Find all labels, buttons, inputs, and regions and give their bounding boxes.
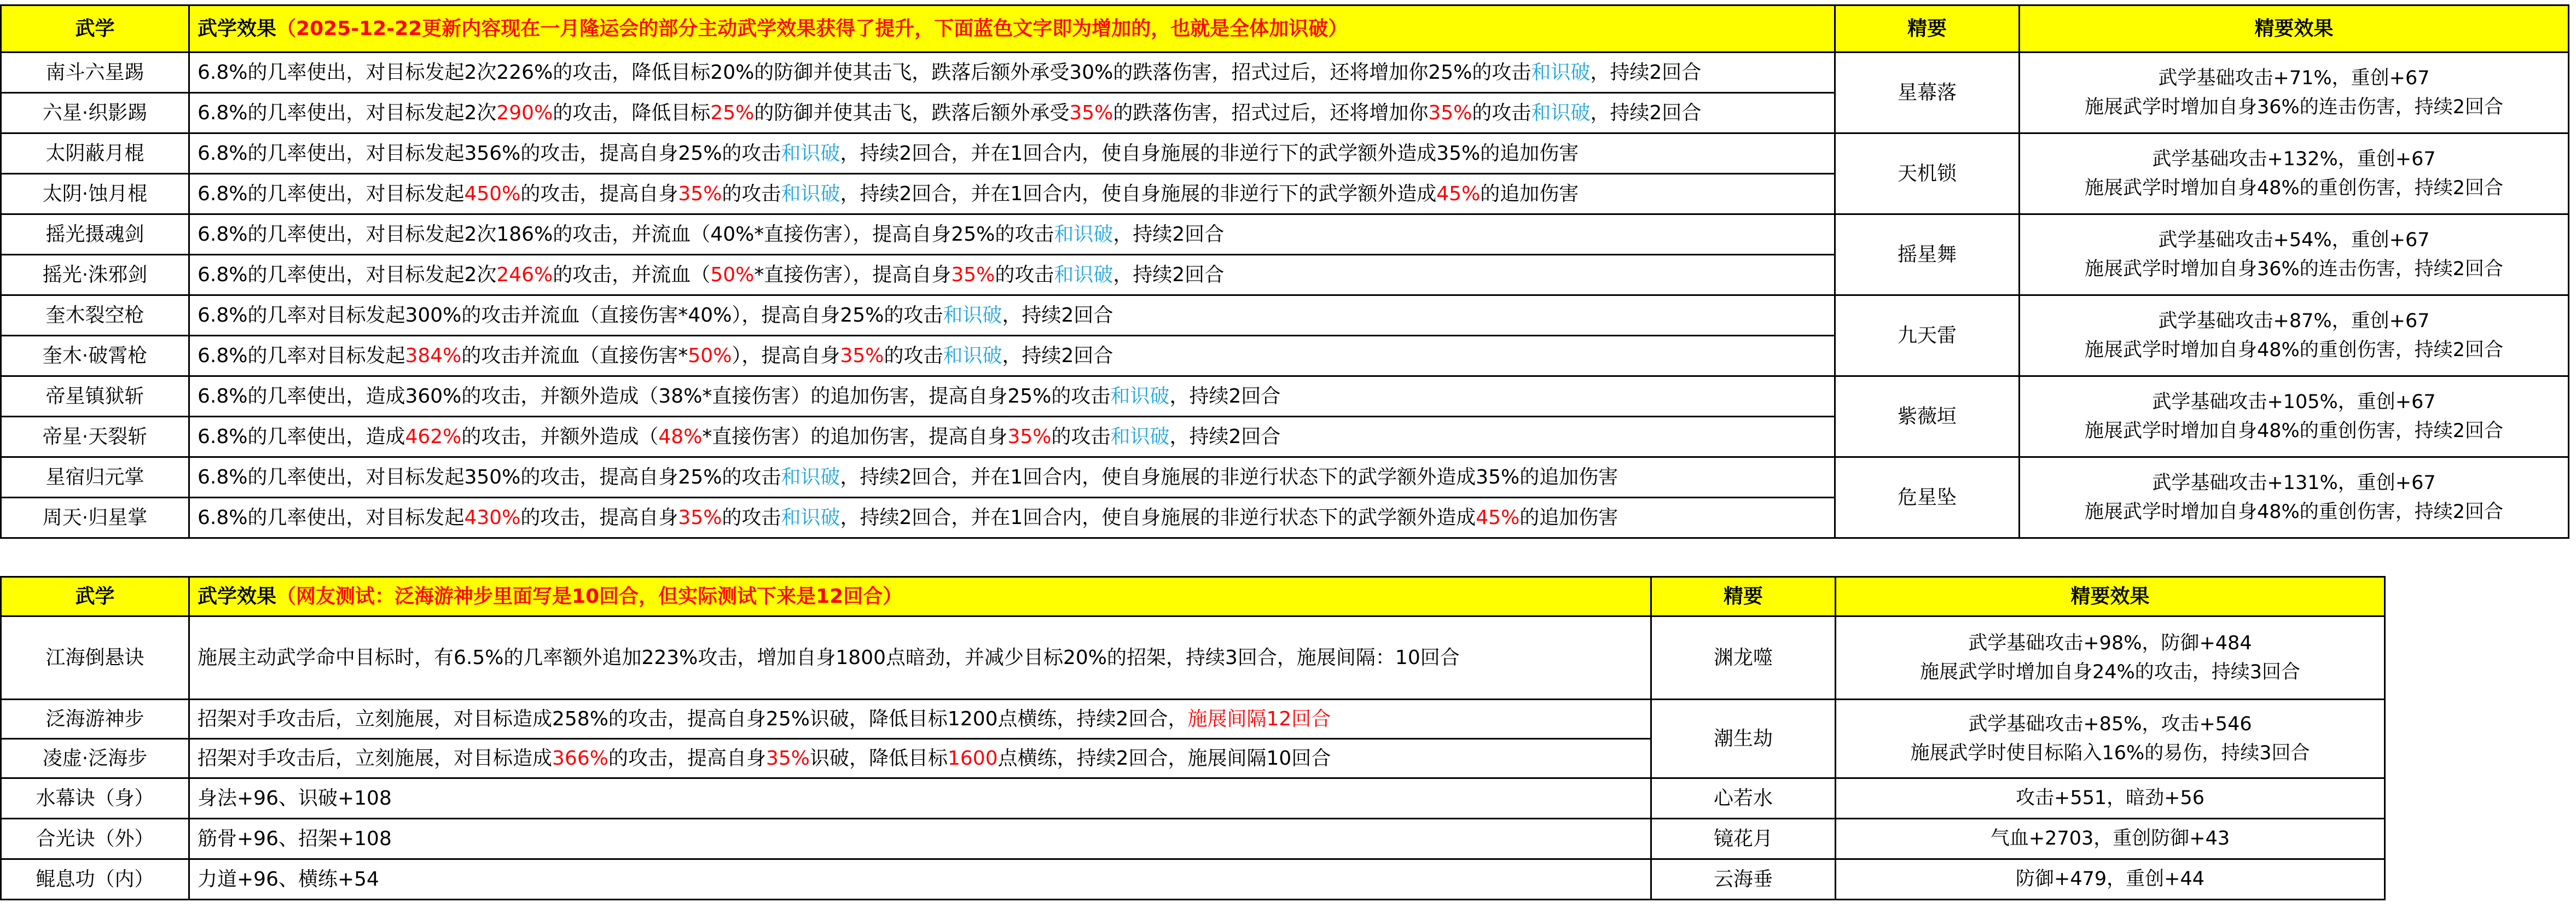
effect-text: 6.8%的几率使出，对目标发起2次 — [198, 102, 497, 124]
effect-text: 招架对手攻击后，立刻施展，对目标造成258%的攻击，提高自身25%识破，降低目标1200点横练，持续2回合， — [198, 708, 1188, 730]
header-essence: 精要 — [1835, 5, 2020, 53]
increased-value: 35% — [1069, 102, 1113, 124]
effect-text: 的攻击，提高自身 — [608, 747, 766, 770]
martial-name: 摇光摄魂剑 — [1, 214, 189, 255]
effect-text: ，持续2回合，并在1回合内，使自身施展的非逆行下的武学额外造成 — [840, 183, 1437, 205]
essence-effect — [1836, 819, 2385, 859]
increased-value: 50% — [688, 345, 732, 367]
effect-text: 6.8%的几率使出，造成360%的攻击，并额外造成（38%*直接伤害）的追加伤害，提高自身25%的攻击 — [198, 385, 1111, 408]
essence-effect-line: 武学基础攻击+54%，重创+67 — [2158, 229, 2430, 251]
effect-text: 筋骨+96、招架+108 — [198, 828, 392, 850]
effect-text: 的追加伤害 — [1519, 507, 1618, 529]
added-effect: 和识破 — [943, 345, 1002, 367]
martial-effect — [189, 457, 1835, 498]
martial-name: 凌虚·泛海步 — [1, 739, 189, 778]
added-effect: 和识破 — [1054, 223, 1113, 246]
header-effect: 武学效果（2025-12-22更新内容现在一月隆运会的部分主动武学效果获得了提升，下面蓝色文字即为增加的，也就是全体加识破） — [189, 5, 1835, 53]
effect-text: 6.8%的几率使出，对目标发起2次186%的攻击，并流血（40%*直接伤害），提高自身25%的攻击 — [198, 223, 1054, 246]
header-essence: 精要 — [1651, 577, 1836, 616]
martial-effect — [189, 214, 1835, 255]
essence-effect-line: 武学基础攻击+131%，重创+67 — [2152, 472, 2436, 494]
increased-value: 25% — [710, 102, 755, 124]
essence-effect — [1836, 700, 2385, 778]
effect-text: ，持续2回合 — [1169, 426, 1281, 448]
essence-effect-line: 攻击+551，暗劲+56 — [2016, 787, 2204, 810]
effect-text: ，持续2回合 — [1590, 102, 1702, 124]
effect-text: 6.8%的几率使出，对目标发起 — [198, 507, 465, 529]
martial-effects-table-1 — [0, 4, 2569, 539]
essence-effect-line: 武学基础攻击+132%，重创+67 — [2152, 148, 2436, 170]
martial-name: 水幕诀（身） — [1, 778, 189, 819]
essence-effect-line: 武学基础攻击+87%，重创+67 — [2158, 310, 2430, 332]
increased-value: 48% — [658, 426, 703, 448]
effect-text: 6.8%的几率使出，造成 — [198, 426, 405, 448]
added-effect: 和识破 — [1531, 102, 1591, 124]
essence-effect-line: 施展武学时增加自身36%的连击伤害，持续2回合 — [2084, 96, 2504, 118]
essence-effect — [1836, 616, 2385, 700]
increased-value: 35% — [840, 345, 884, 367]
essence-effect — [2020, 214, 2569, 295]
effect-text: 的攻击 — [884, 345, 943, 367]
essence-effect-line: 武学基础攻击+71%，重创+67 — [2158, 67, 2430, 89]
effect-text: 6.8%的几率使出，对目标发起356%的攻击，提高自身25%的攻击 — [198, 142, 781, 165]
added-effect: 和识破 — [781, 183, 840, 205]
martial-name: 星宿归元掌 — [1, 457, 189, 498]
essence-effect — [1836, 778, 2385, 819]
increased-value: 246% — [496, 264, 553, 286]
martial-name: 鲲息功（内） — [1, 859, 189, 900]
increased-value: 366% — [552, 747, 608, 770]
increased-value: 430% — [464, 507, 521, 529]
effect-text: 的攻击 — [722, 507, 781, 529]
martial-name: 周天·归星掌 — [1, 498, 189, 538]
table-row — [1, 376, 2569, 417]
effect-text: 的攻击，并额外造成（ — [461, 426, 659, 448]
effect-text: 的攻击，并流血（ — [553, 264, 711, 286]
added-effect: 和识破 — [1110, 385, 1170, 408]
header-essence-effect: 精要效果 — [2020, 5, 2569, 53]
martial-name: 江海倒悬诀 — [1, 616, 189, 700]
added-effect: 和识破 — [1054, 264, 1113, 286]
increased-value: 384% — [405, 345, 462, 367]
essence-name: 危星坠 — [1835, 457, 2020, 538]
essence-name: 天机锁 — [1835, 133, 2020, 214]
table-row — [1, 53, 2569, 93]
martial-name: 奎木·破霄枪 — [1, 336, 189, 376]
essence-name: 星幕落 — [1835, 53, 2020, 133]
effect-text: 6.8%的几率使出，对目标发起 — [198, 183, 465, 205]
martial-name: 帝星·天裂斩 — [1, 417, 189, 457]
effect-text: 6.8%的几率使出，对目标发起350%的攻击，提高自身25%的攻击 — [198, 466, 781, 488]
essence-effect — [2020, 457, 2569, 538]
martial-effect — [189, 700, 1651, 739]
essence-name: 潮生劫 — [1651, 700, 1836, 778]
effect-text: 施展主动武学命中目标时，有6.5%的几率额外追加223%攻击，增加自身1800点暗劲，并减少目标20%的招架，持续3回合，施展间隔：10回合 — [198, 647, 1460, 669]
added-effect: 和识破 — [781, 507, 840, 529]
increased-value: 35% — [678, 183, 722, 205]
essence-name: 九天雷 — [1835, 295, 2020, 376]
table-row — [1, 819, 2385, 859]
martial-name: 六星·织影踢 — [1, 93, 189, 133]
essence-effect — [2020, 376, 2569, 457]
effect-text: 身法+96、识破+108 — [198, 787, 392, 810]
increased-value: 45% — [1476, 507, 1520, 529]
effect-text: ，持续2回合 — [1169, 385, 1281, 408]
added-effect: 和识破 — [781, 466, 840, 488]
increased-value: 施展间隔12回合 — [1187, 708, 1331, 730]
essence-effect-line: 施展武学时增加自身48%的重创伤害，持续2回合 — [2084, 500, 2504, 523]
martial-effect — [189, 133, 1835, 174]
martial-effect — [189, 336, 1835, 376]
table-row — [1, 859, 2385, 900]
increased-value: 1600 — [947, 747, 998, 770]
effect-text: 6.8%的几率使出，对目标发起2次226%的攻击，降低目标20%的防御并使其击飞，跌落后额外承受30%的跌落伤害，招式过后，还将增加你25%的攻击 — [198, 61, 1531, 84]
martial-name: 南斗六星踢 — [1, 53, 189, 93]
increased-value: 462% — [405, 426, 462, 448]
essence-name: 镜花月 — [1651, 819, 1836, 859]
effect-text: ，持续2回合 — [1113, 264, 1225, 286]
effect-text: ，持续2回合，并在1回合内，使自身施展的非逆行下的武学额外造成35%的追加伤害 — [840, 142, 1579, 165]
table-row — [1, 700, 2385, 739]
essence-effect — [2020, 53, 2569, 133]
martial-effect — [189, 295, 1835, 336]
effect-text: 力道+96、横练+54 — [198, 868, 379, 890]
essence-effect-line: 施展武学时增加自身36%的连击伤害，持续2回合 — [2084, 258, 2504, 280]
essence-effect-line: 武学基础攻击+105%，重创+67 — [2152, 391, 2436, 413]
martial-name: 摇光·洙邪剑 — [1, 255, 189, 295]
effect-text: 点横练，持续2回合，施展间隔10回合 — [997, 747, 1331, 770]
added-effect: 和识破 — [1531, 61, 1591, 84]
effect-text: 的防御并使其击飞，跌落后额外承受 — [754, 102, 1070, 124]
effect-text: *直接伤害）的追加伤害，提高自身 — [702, 426, 1008, 448]
essence-effect-line: 施展武学时增加自身24%的攻击，持续3回合 — [1919, 661, 2301, 683]
effect-text: ，持续2回合，并在1回合内，使自身施展的非逆行状态下的武学额外造成 — [840, 507, 1476, 529]
essence-effect-line: 防御+479，重创+44 — [2016, 868, 2204, 890]
effect-text: 6.8%的几率对目标发起300%的攻击并流血（直接伤害*40%），提高自身25%的攻击 — [198, 304, 943, 327]
martial-name: 帝星镇狱斩 — [1, 376, 189, 417]
essence-effect-line: 施展武学时增加自身48%的重创伤害，持续2回合 — [2084, 420, 2504, 442]
increased-value: 290% — [496, 102, 553, 124]
increased-value: 35% — [765, 747, 810, 770]
header-essence-effect: 精要效果 — [1836, 577, 2385, 616]
effect-text: ，持续2回合，并在1回合内，使自身施展的非逆行状态下的武学额外造成35%的追加伤害 — [840, 466, 1618, 488]
table-row — [1, 778, 2385, 819]
effect-text: 的攻击，降低目标 — [553, 102, 711, 124]
martial-effect — [189, 93, 1835, 133]
martial-name: 合光诀（外） — [1, 819, 189, 859]
effect-text: 6.8%的几率使出，对目标发起2次 — [198, 264, 497, 286]
increased-value: 450% — [464, 183, 521, 205]
essence-name: 渊龙噬 — [1651, 616, 1836, 700]
effect-text: 的攻击 — [722, 183, 781, 205]
effect-text: ，持续2回合 — [1113, 223, 1225, 246]
table-row — [1, 133, 2569, 174]
increased-value: 45% — [1436, 183, 1481, 205]
essence-name: 紫薇垣 — [1835, 376, 2020, 457]
martial-effect — [189, 739, 1651, 778]
added-effect: 和识破 — [943, 304, 1002, 327]
test-note: （网友测试：泛海游神步里面写是10回合，但实际测试下来是12回合） — [276, 585, 903, 608]
martial-name: 泛海游神步 — [1, 700, 189, 739]
essence-effect-line: 武学基础攻击+85%，攻击+546 — [1968, 713, 2252, 735]
effect-text: 的攻击 — [1051, 426, 1111, 448]
martial-effect — [189, 53, 1835, 93]
martial-effect — [189, 616, 1651, 700]
effect-text: 招架对手攻击后，立刻施展，对目标造成 — [198, 747, 553, 770]
update-note: （2025-12-22更新内容现在一月隆运会的部分主动武学效果获得了提升，下面蓝色文字即为增加的，也就是全体加识破） — [276, 18, 1348, 40]
effect-text: 的攻击 — [995, 264, 1054, 286]
martial-effect — [189, 498, 1835, 538]
martial-effects-table-2 — [0, 576, 2386, 900]
martial-name: 太阴蔽月棍 — [1, 133, 189, 174]
essence-effect-line: 施展武学时增加自身48%的重创伤害，持续2回合 — [2084, 339, 2504, 361]
increased-value: 35% — [678, 507, 722, 529]
martial-name: 奎木裂空枪 — [1, 295, 189, 336]
essence-name: 云海垂 — [1651, 859, 1836, 900]
martial-effect — [189, 174, 1835, 214]
increased-value: 35% — [1007, 426, 1052, 448]
martial-effect — [189, 859, 1651, 900]
martial-effect — [189, 376, 1835, 417]
effect-text: 的攻击 — [1472, 102, 1531, 124]
essence-effect-line: 武学基础攻击+98%，防御+484 — [1968, 632, 2252, 654]
effect-text: 的追加伤害 — [1480, 183, 1579, 205]
effect-text: ），提高自身 — [732, 345, 840, 367]
martial-effect — [189, 417, 1835, 457]
essence-effect — [2020, 295, 2569, 376]
table-row — [1, 616, 2385, 700]
table-header-row — [1, 577, 2385, 616]
essence-effect-line: 施展武学时使目标陷入16%的易伤，持续3回合 — [1910, 742, 2310, 764]
table-header-row — [1, 5, 2569, 53]
effect-text: 的攻击，提高自身 — [520, 183, 678, 205]
martial-effect — [189, 819, 1651, 859]
effect-text: *直接伤害），提高自身 — [754, 264, 952, 286]
added-effect: 和识破 — [781, 142, 840, 165]
header-martial: 武学 — [1, 577, 189, 616]
effect-text: ，持续2回合 — [1590, 61, 1702, 84]
table-row — [1, 214, 2569, 255]
martial-name: 太阴·蚀月棍 — [1, 174, 189, 214]
effect-text: 识破，降低目标 — [809, 747, 948, 770]
increased-value: 35% — [951, 264, 995, 286]
effect-text: 的跌落伤害，招式过后，还将增加你 — [1113, 102, 1429, 124]
added-effect: 和识破 — [1110, 426, 1170, 448]
effect-text: ，持续2回合 — [1002, 304, 1113, 327]
effect-text: 的攻击，提高自身 — [520, 507, 678, 529]
essence-name: 心若水 — [1651, 778, 1836, 819]
essence-effect-line: 施展武学时增加自身48%的重创伤害，持续2回合 — [2084, 177, 2504, 199]
martial-effect — [189, 778, 1651, 819]
table-row — [1, 295, 2569, 336]
essence-name: 摇星舞 — [1835, 214, 2020, 295]
effect-text: 的攻击并流血（直接伤害* — [461, 345, 688, 367]
essence-effect — [1836, 859, 2385, 900]
header-effect: 武学效果（网友测试：泛海游神步里面写是10回合，但实际测试下来是12回合） — [189, 577, 1651, 616]
effect-text: 6.8%的几率对目标发起 — [198, 345, 405, 367]
martial-effect — [189, 255, 1835, 295]
header-martial: 武学 — [1, 5, 189, 53]
essence-effect-line: 气血+2703，重创防御+43 — [1990, 828, 2230, 850]
essence-effect — [2020, 133, 2569, 214]
increased-value: 50% — [710, 264, 755, 286]
effect-text: ，持续2回合 — [1002, 345, 1113, 367]
increased-value: 35% — [1428, 102, 1472, 124]
table-row — [1, 457, 2569, 498]
